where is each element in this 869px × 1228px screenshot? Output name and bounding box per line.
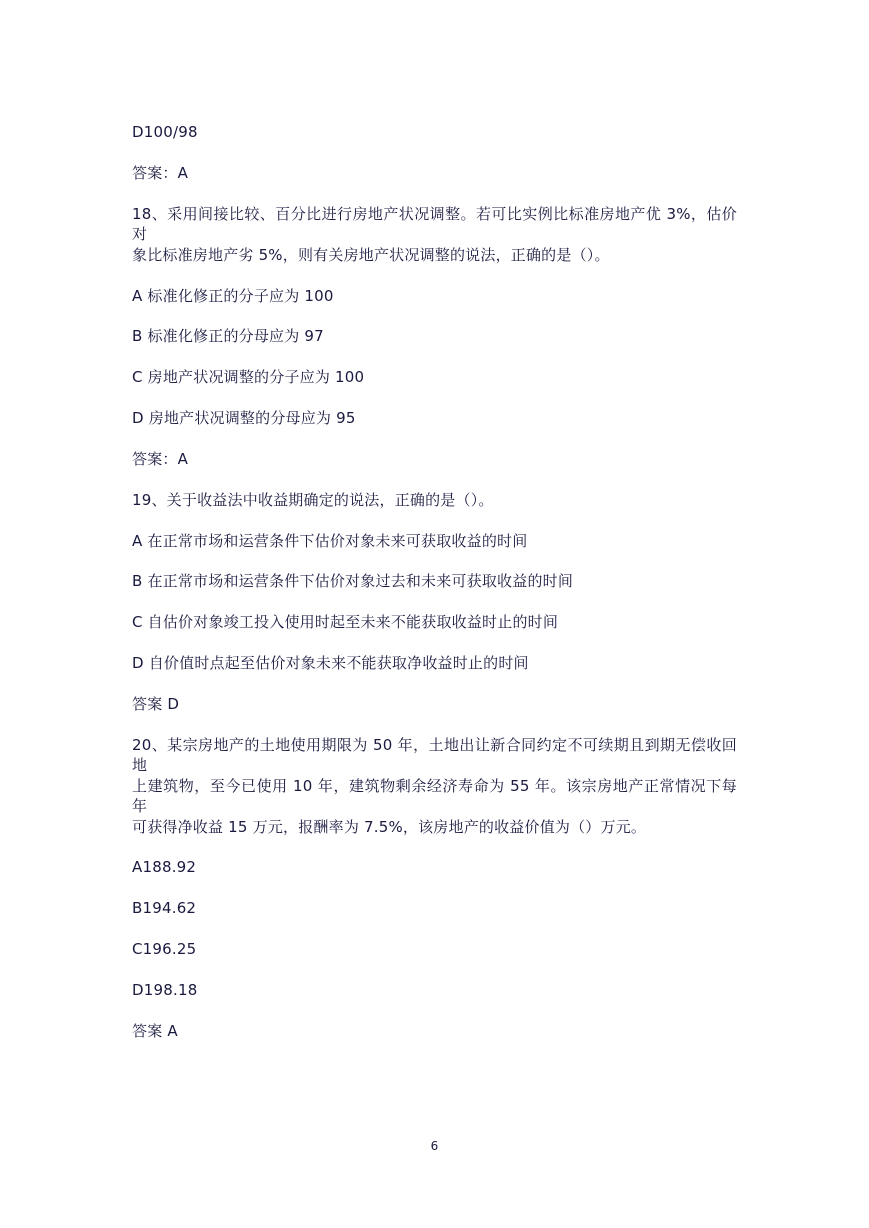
answer-q18: 答案：A xyxy=(132,450,189,468)
option-c-q20: C196.25 xyxy=(132,940,197,958)
option-c-q19: C 自估价对象竣工投入使用时起至未来不能获取收益时止的时间 xyxy=(132,613,559,631)
question-20-line-3: 可获得净收益 15 万元，报酬率为 7.5%，该房地产的收益价值为（）万元。 xyxy=(132,818,647,836)
answer-q17: 答案：A xyxy=(132,164,189,182)
question-20-line-1: 20、某宗房地产的土地使用期限为 50 年，土地出让新合同约定不可续期且到期无偿收回地 xyxy=(132,736,737,774)
option-d-q17: D100/98 xyxy=(132,123,198,141)
question-18-line-1: 18、采用间接比较、百分比进行房地产状况调整。若可比实例比标准房地产优 3%，估价对 xyxy=(132,205,737,243)
question-18-line-2: 象比标准房地产劣 5%，则有关房地产状况调整的说法，正确的是（）。 xyxy=(132,246,610,264)
option-a-q19: A 在正常市场和运营条件下估价对象未来可获取收益的时间 xyxy=(132,532,528,550)
answer-q19: 答案 D xyxy=(132,695,180,713)
question-19: 19、关于收益法中收益期确定的说法，正确的是（）。 xyxy=(132,491,494,509)
option-b-q18: B 标准化修正的分母应为 97 xyxy=(132,327,324,345)
option-c-q18: C 房地产状况调整的分子应为 100 xyxy=(132,368,365,386)
option-d-q18: D 房地产状况调整的分母应为 95 xyxy=(132,409,356,427)
option-d-q19: D 自价值时点起至估价对象未来不能获取净收益时止的时间 xyxy=(132,654,529,672)
option-b-q19: B 在正常市场和运营条件下估价对象过去和未来可获取收益的时间 xyxy=(132,572,574,590)
answer-q20: 答案 A xyxy=(132,1022,178,1040)
option-b-q20: B194.62 xyxy=(132,899,197,917)
option-a-q20: A188.92 xyxy=(132,858,197,876)
question-20-line-2: 上建筑物，至今已使用 10 年，建筑物剩余经济寿命为 55 年。该宗房地产正常情况下每年 xyxy=(132,777,737,815)
option-a-q18: A 标准化修正的分子应为 100 xyxy=(132,287,334,305)
option-d-q20: D198.18 xyxy=(132,981,198,999)
page-number: 6 xyxy=(430,1139,439,1153)
